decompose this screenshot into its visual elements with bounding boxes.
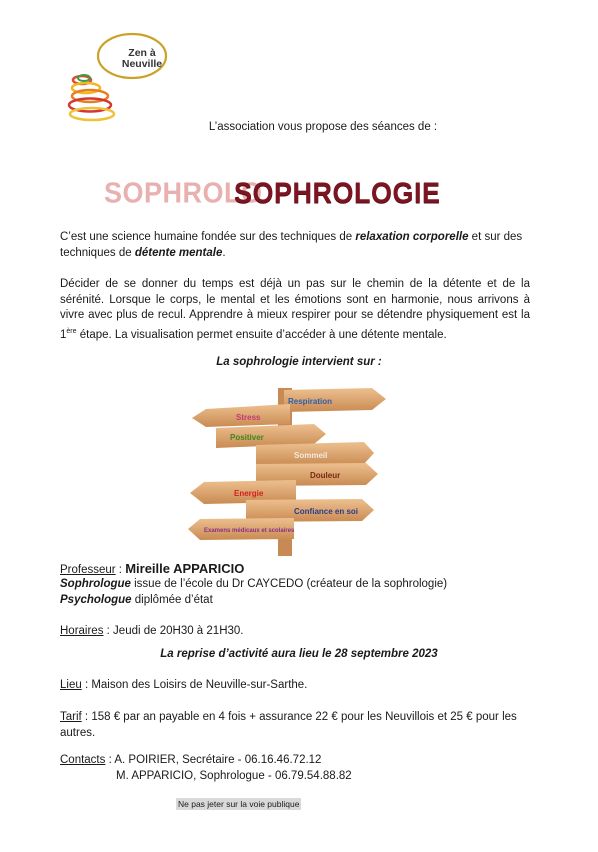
contact-poirier: : A. POIRIER, Secrétaire - 06.16.46.72.12 (105, 754, 322, 766)
definition-text-2: et sur des techniques de (60, 231, 523, 259)
psychologue-line (60, 594, 213, 606)
psychologue-role: Psychologue (60, 594, 132, 606)
professeur-separator: : (115, 564, 126, 576)
description-text-a: Décider de se donner du temps est déjà un pas sur le chemin de la détente et de la sérénité. Lorsque le corps, le mental et les émotions sont en harmonie, nous arrivons à vivre avec plus de recul. Apprendre à mieux respirer pour se détendre physiquement est la 1 (60, 278, 530, 341)
contacts-line-2: M. APPARICIO, Sophrologue - 06.79.54.88.82 (116, 770, 352, 782)
sign-label-positiver: Positiver (230, 433, 264, 442)
logo-rings (60, 30, 170, 122)
intro-text: L’association vous propose des séances de : (208, 121, 438, 133)
sign-label-respiration: Respiration (288, 397, 333, 406)
professeur-line (60, 561, 244, 576)
definition-emphasis-2: détente mentale (134, 246, 223, 259)
professeur-name: Mireille APPARICIO (125, 561, 245, 576)
horaires-label: Horaires (60, 625, 104, 637)
contacts-label: Contacts (60, 754, 106, 766)
sign-label-examens: Examens médicaux et scolaires (204, 528, 295, 534)
intervient-heading: La sophrologie intervient sur : (216, 356, 382, 368)
definition-text-3: . (222, 246, 226, 259)
lieu-label: Lieu (60, 679, 82, 691)
tarif-text: : 158 € par an payable en 4 fois + assurance 22 € pour les Neuvillois et 25 € pour les autres. (60, 711, 517, 739)
logo (60, 30, 170, 122)
sophrologue-line (60, 578, 447, 590)
logo-text-line1: Zen à (128, 47, 156, 59)
horaires-line (60, 625, 244, 637)
professeur-label: Professeur (60, 564, 116, 576)
reprise-notice: La reprise d’activité aura lieu le 28 septembre 2023 (160, 648, 438, 660)
description-superscript: ère (66, 327, 77, 335)
horaires-text: : Jeudi de 20H30 à 21H30. (103, 625, 244, 637)
logo-text (120, 48, 164, 70)
sophrologue-text: issue de l’école du Dr CAYCEDO (créateur de la sophrologie) (130, 578, 448, 590)
lieu-text: : Maison des Loisirs de Neuville-sur-Sarthe. (81, 679, 308, 691)
sign-label-douleur: Douleur (310, 471, 341, 480)
disposal-notice: Ne pas jeter sur la voie publique (178, 799, 300, 809)
description-text-b: étape. La visualisation permet ensuite d’accéder à une détente mentale. (76, 328, 447, 341)
lieu-line (60, 679, 307, 691)
logo-text-line2: Neuville (121, 58, 163, 70)
sophrologue-role: Sophrologue (60, 578, 131, 590)
definition-emphasis-1: relaxation corporelle (355, 231, 469, 243)
sign-label-confiance: Confiance en soi (294, 507, 359, 516)
signpost-svg (186, 382, 396, 557)
sign-label-energie: Energie (234, 489, 264, 498)
definition-paragraph (60, 230, 530, 261)
tarif-label: Tarif (60, 711, 82, 723)
contacts-line-1 (60, 754, 321, 766)
sign-label-sommeil: Sommeil (294, 451, 328, 460)
sign-label-stress: Stress (236, 413, 261, 422)
signpost-illustration (186, 382, 396, 557)
tarif-paragraph (60, 710, 530, 741)
title-main: SOPHROLOGIE (234, 177, 441, 209)
psychologue-text: diplômée d’état (131, 594, 213, 606)
title-ghost: SOPHROLO (104, 177, 263, 209)
description-paragraph (60, 277, 530, 343)
definition-text-1: C’est une science humaine fondée sur des techniques de (60, 231, 356, 243)
